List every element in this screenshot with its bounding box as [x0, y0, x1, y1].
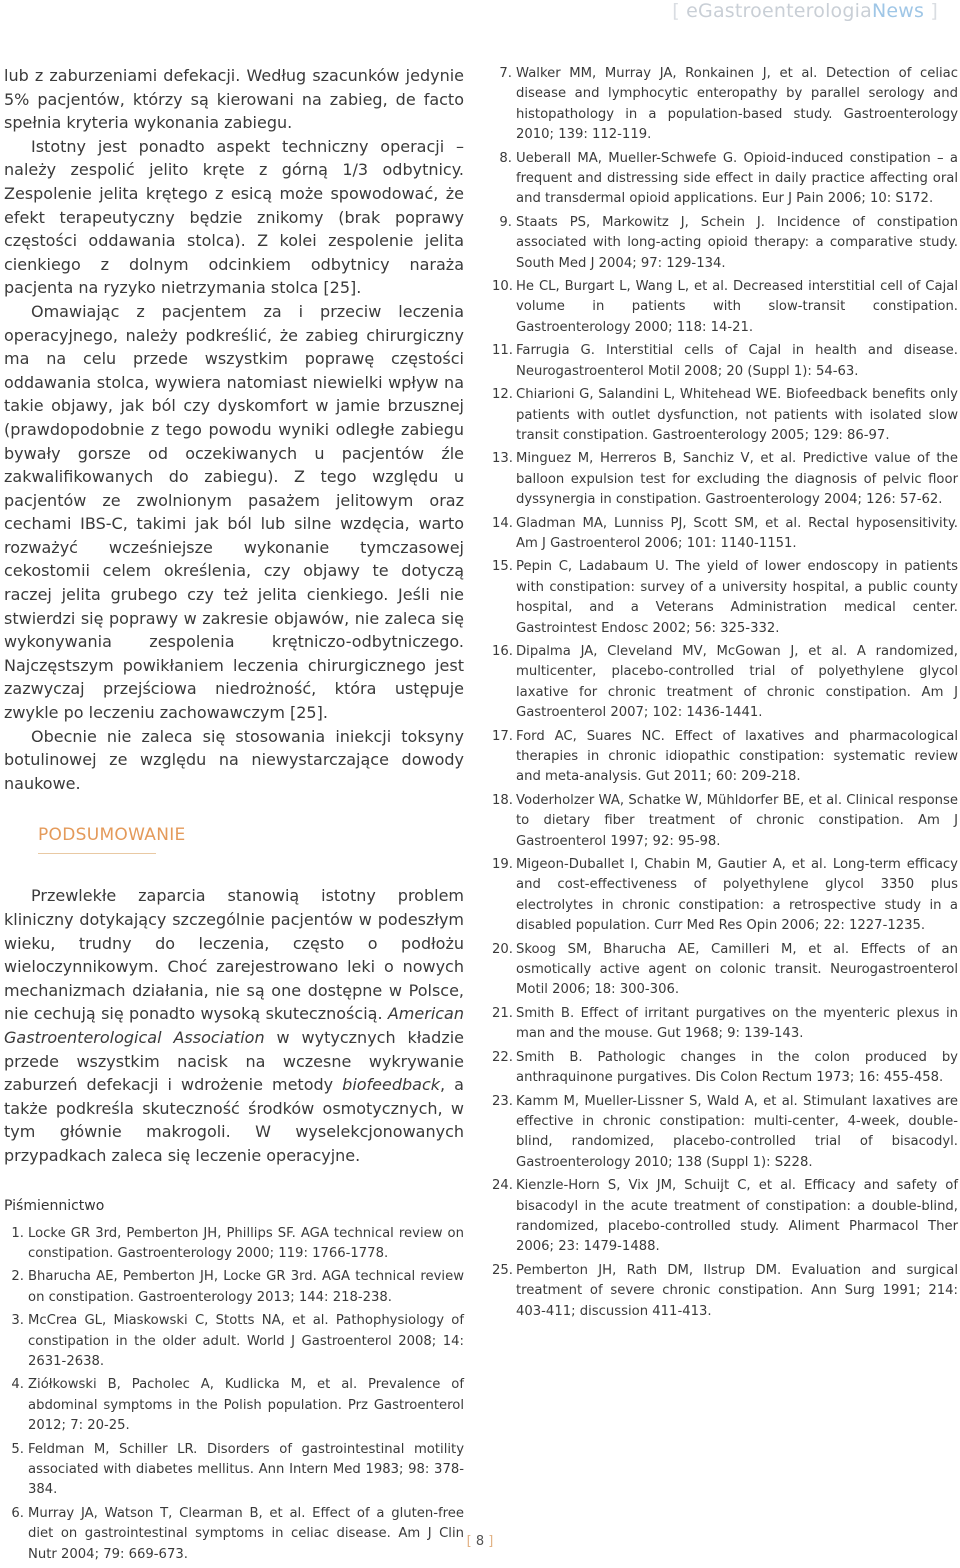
- reference-number: 10.: [492, 279, 513, 295]
- reference-item: [492, 385, 958, 446]
- reference-text: Staats PS, Markowitz J, Schein J. Incidence of constipation associated with long-acting opioid therapy: a comparative study. South Med J 2004; 97: 129-134.: [516, 214, 958, 271]
- reference-number: 7.: [499, 66, 512, 81]
- page-number: [0, 1534, 960, 1549]
- reference-number: 16.: [492, 643, 513, 659]
- body-paragraph-2: Istotny jest ponadto aspekt techniczny operacji – należy zespolić jelito kręte z górną 1/3 odbytnicy. Zespolenie jelita krętego z esicą może spowodować, że efekt terapeutyczny będzie znikomy (brak poprawy częstości oddawania stolca). Z kolei zespolenie jelita cienkiego z dolnym odcinkiem odbytnicy naraża pacjenta na ryzyko nietrzymania stolca [25].: [4, 136, 464, 298]
- reference-text: Murray JA, Watson T, Clearman B, et al. Effect of a gluten-free diet on gastrointestinal symptoms in celiac disease. Am J Clin Nutr 2004; 79: 669-673.: [28, 1505, 464, 1562]
- body-paragraph-1: lub z zaburzeniami defekacji. Według szacunków jedynie 5% pacjentów, którzy są kierowani na zabieg, de facto spełnia kryteria wykonania zabiegu.: [4, 66, 464, 133]
- reference-text: Pepin C, Ladabaum U. The yield of lower endoscopy in patients with constipation: survey of a university hospital, a public county hospital, and a Veterans Administration medical center. Gastrointest Endosc 2002; 56: 325-332.: [516, 559, 958, 636]
- references-title: Piśmiennictwo: [4, 1197, 105, 1214]
- reference-item: [4, 1311, 464, 1372]
- summary-text-2: w wytycznych kładzie przede wszystkim nacisk na wczesne wykrywanie zaburzeń defekacji i wdrożenie metody: [4, 1027, 464, 1095]
- reference-item: [492, 449, 958, 510]
- reference-item: [4, 1224, 464, 1265]
- reference-number: 11.: [492, 343, 513, 359]
- reference-item: [492, 514, 958, 555]
- references-list-right: [492, 64, 958, 1322]
- reference-text: Kienzle-Horn S, Vix JM, Schuijt C, et al. Efficacy and safety of bisacodyl in the acute treatment of constipation: a double-blind, randomized, placebo-controlled study. Aliment Pharmacol Ther 2006; 23: 1479-1488.: [516, 1178, 958, 1255]
- reference-item: [492, 727, 958, 788]
- reference-number: 13.: [492, 451, 513, 467]
- reference-item: [492, 940, 958, 1001]
- reference-number: 24.: [492, 1178, 513, 1194]
- reference-number: 12.: [492, 387, 513, 403]
- section-heading-rule: [38, 853, 156, 854]
- summary-text-1: Przewlekłe zaparcia stanowią istotny problem kliniczny dotykający szczególnie pacjentów w podeszłym wieku, trudny do leczenia, często o podłożu wieloczynnikowym. Choć zarejestrowano leki o nowych mechanizmach działania, nie są one dostępne w Polsce, nie cechują się ponadto wysoką skutecznością.: [4, 886, 464, 1024]
- reference-item: [492, 341, 958, 382]
- reference-number: 21.: [492, 1005, 513, 1021]
- reference-item: [4, 1440, 464, 1501]
- reference-item: [492, 1092, 958, 1174]
- reference-text: Kamm M, Mueller-Lissner S, Wald A, et al. Stimulant laxatives are effective in chronic constipation: multi-center, 4-week, double-blind, randomized, placebo-controlled trial of bisacodyl. Gastroenterology 2010; 138 (Suppl 1): S228.: [516, 1093, 958, 1170]
- reference-text: Walker MM, Murray JA, Ronkainen J, et al. Detection of celiac disease and lymphocytic enteropathy by parallel serology and histopathology in a population-based study. Gastroenterology 2010; 139: 112-119.: [516, 66, 958, 143]
- reference-text: Skoog SM, Bharucha AE, Camilleri M, et al. Effects of an osmotically active agent on colonic transit. Neurogastroenterol Motil 2006; 18: 300-306.: [516, 941, 958, 998]
- reference-text: Pemberton JH, Rath DM, Ilstrup DM. Evaluation and surgical treatment of severe chronic constipation. Ann Surg 1991; 214: 403-411; discussion 411-413.: [516, 1262, 958, 1319]
- reference-item: [492, 791, 958, 852]
- reference-item: [492, 277, 958, 338]
- header-bracket-open: [: [672, 0, 680, 22]
- left-column: [4, 64, 464, 1568]
- reference-text: Dipalma JA, Cleveland MV, McGowan J, et al. A randomized, multicenter, placebo-controlled trial of polyethylene glycol laxative for chronic treatment of chronic constipation. Am J Gastroenterol 2007; 102: 1436-1441.: [516, 643, 958, 721]
- reference-item: [492, 557, 958, 639]
- reference-number: 17.: [492, 728, 513, 744]
- reference-item: [492, 64, 958, 146]
- summary-italic-aga: American Gastroenterological Association: [4, 1004, 464, 1047]
- reference-text: Locke GR 3rd, Pemberton JH, Phillips SF. AGA technical review on constipation. Gastroenterology 2000; 119: 1766-1778.: [28, 1225, 464, 1261]
- reference-text: Ziółkowski B, Pacholec A, Kudlicka M, et al. Prevalence of abdominal symptoms in the Polish population. Prz Gastroenterol 2012; 7: 20-25.: [28, 1377, 464, 1434]
- section-heading-summary: PODSUMOWANIE: [38, 825, 186, 846]
- reference-number: 19.: [492, 857, 513, 873]
- reference-text: Chiarioni G, Salandini L, Whitehead WE. Biofeedback benefits only patients with outlet dysfunction, not patients with isolated slow transit constipation. Gastroenterology 2005; 129: 86-97.: [516, 387, 958, 443]
- reference-number: 5.: [11, 1441, 24, 1457]
- reference-number: 23.: [492, 1093, 513, 1109]
- footer-bracket-open: [: [466, 1534, 472, 1549]
- reference-text: Farrugia G. Interstitial cells of Cajal in health and disease. Neurogastroenterol Motil 2008; 20 (Suppl 1): 54-63.: [516, 343, 958, 379]
- reference-text: Feldman M, Schiller LR. Disorders of gastrointestinal motility associated with diabetes mellitus. Ann Intern Med 1983; 98: 378-384.: [28, 1441, 464, 1498]
- reference-text: Minguez M, Herreros B, Sanchiz V, et al. Predictive value of the balloon expulsion test for excluding the diagnosis of pelvic floor dyssynergia in constipation. Gastroenterology 2004; 126: 57-62.: [516, 451, 958, 508]
- header-brand: eGastroenterologia: [686, 0, 872, 22]
- reference-number: 14.: [492, 515, 513, 531]
- page-number-value: 8: [475, 1534, 485, 1549]
- reference-text: Smith B. Pathologic changes in the colon produced by anthraquinone purgatives. Dis Colon Rectum 1973; 16: 455-458.: [516, 1049, 958, 1086]
- reference-item: [492, 1176, 958, 1258]
- reference-number: 18.: [492, 792, 513, 808]
- reference-text: Gladman MA, Lunniss PJ, Scott SM, et al. Rectal hyposensitivity. Am J Gastroenterol 2006; 101: 1140-1151.: [516, 515, 958, 551]
- reference-text: McCrea GL, Miaskowski C, Stotts NA, et al. Pathophysiology of constipation in the older adult. World J Gastroenterol 2008; 14: 2631-2638.: [28, 1313, 464, 1369]
- footer-bracket-close: ]: [488, 1534, 494, 1549]
- header-bracket-close: ]: [930, 0, 938, 22]
- references-list-left: [4, 1224, 464, 1566]
- body-paragraph-4: Obecnie nie zaleca się stosowania iniekcji toksyny botulinowej ze względu na niewystarczające dowody naukowe.: [4, 726, 464, 793]
- reference-text: He CL, Burgart L, Wang L, et al. Decreased interstitial cell of Cajal volume in patients with slow-transit constipation. Gastroenterology 2000; 118: 14-21.: [516, 279, 958, 335]
- right-column: [492, 64, 958, 1325]
- reference-number: 9.: [499, 214, 512, 230]
- header-brand-accent: News: [871, 0, 925, 22]
- journal-header: [672, 0, 938, 22]
- reference-item: [492, 1261, 958, 1322]
- summary-italic-biofeedback: biofeedback: [342, 1075, 441, 1095]
- reference-number: 20.: [492, 941, 513, 957]
- reference-item: [4, 1375, 464, 1436]
- summary-text-3: , a także podkreśla skuteczność środków osmotycznych, w tym głównie makrogoli. W wyselekcjonowanych przypadkach zaleca się leczenie operacyjne.: [4, 1075, 464, 1165]
- reference-item: [492, 1048, 958, 1089]
- reference-item: [4, 1267, 464, 1308]
- body-paragraph-3: Omawiając z pacjentem za i przeciw leczenia operacyjnego, należy podkreślić, że zabieg chirurgiczny ma na celu przede wszystkim poprawę częstości oddawania stolca, wywiera natomiast niewielki wpływ na takie objawy, jak ból czy dyskomfort w jamie brzusznej (prawdopodobnie z tego powodu wyniki odległe zabiegu bywały gorsze od oczekiwanych u pacjentów źle zakwalifikowanych do zabiegu). Z tego względu u pacjentów ze zwolnionym pasażem jelitowym oraz cechami IBS-C, takimi jak ból lub silne wzdęcia, warto rozważyć wcześniejsze wykonanie tymczasowej cekostomii celem określenia, czy objawy te dotyczą raczej jelita grubego czy też jelita cienkiego. Jeśli nie stwierdzi się poprawy w zakresie objawów, nie zaleca się wykonywania zespolenia krętniczo-odbytniczego. Najczęstszym powikłaniem leczenia chirurgicznego jest zazwyczaj przejściowa niedrożność, która ustępuje zwykle po leczeniu zachowawczym [25].: [4, 301, 464, 723]
- reference-number: 6.: [11, 1505, 24, 1521]
- reference-number: 3.: [11, 1313, 24, 1329]
- reference-number: 22.: [492, 1049, 513, 1065]
- reference-number: 2.: [11, 1269, 24, 1285]
- reference-number: 25.: [492, 1262, 513, 1278]
- reference-number: 4.: [11, 1377, 24, 1393]
- reference-text: Voderholzer WA, Schatke W, Mühldorfer BE, et al. Clinical response to dietary fiber treatment of chronic constipation. Am J Gastroenterol 1997; 92: 95-98.: [516, 792, 958, 849]
- reference-item: [492, 213, 958, 274]
- reference-text: Ford AC, Suares NC. Effect of laxatives and pharmacological therapies in chronic idiopathic constipation: systematic review and meta-analysis. Gut 2011; 60: 209-218.: [516, 728, 958, 785]
- reference-number: 8.: [499, 150, 512, 166]
- reference-item: [492, 642, 958, 724]
- reference-text: Bharucha AE, Pemberton JH, Locke GR 3rd. AGA technical review on constipation. Gastroenterology 2013; 144: 218-238.: [28, 1269, 464, 1305]
- reference-item: [492, 149, 958, 210]
- reference-text: Ueberall MA, Mueller-Schwefe G. Opioid-induced constipation – a frequent and distressing side effect in daily practice affecting oral and transdermal opioid applications. Eur J Pain 2006; 10: S172.: [516, 150, 958, 207]
- summary-paragraph: [4, 884, 464, 1167]
- reference-number: 15.: [492, 559, 513, 575]
- reference-text: Migeon-Duballet I, Chabin M, Gautier A, et al. Long-term efficacy and cost-effectiveness of polyethylene glycol 3350 plus electrolytes in chronic constipation: a retrospective study in a disabled population. Curr Med Res Opin 2006; 22: 1227-1235.: [516, 857, 958, 934]
- reference-number: 1.: [11, 1225, 24, 1241]
- reference-item: [492, 1004, 958, 1045]
- reference-text: Smith B. Effect of irritant purgatives on the myenteric plexus in man and the mouse. Gut 1968; 9: 139-143.: [516, 1005, 958, 1042]
- reference-item: [492, 855, 958, 937]
